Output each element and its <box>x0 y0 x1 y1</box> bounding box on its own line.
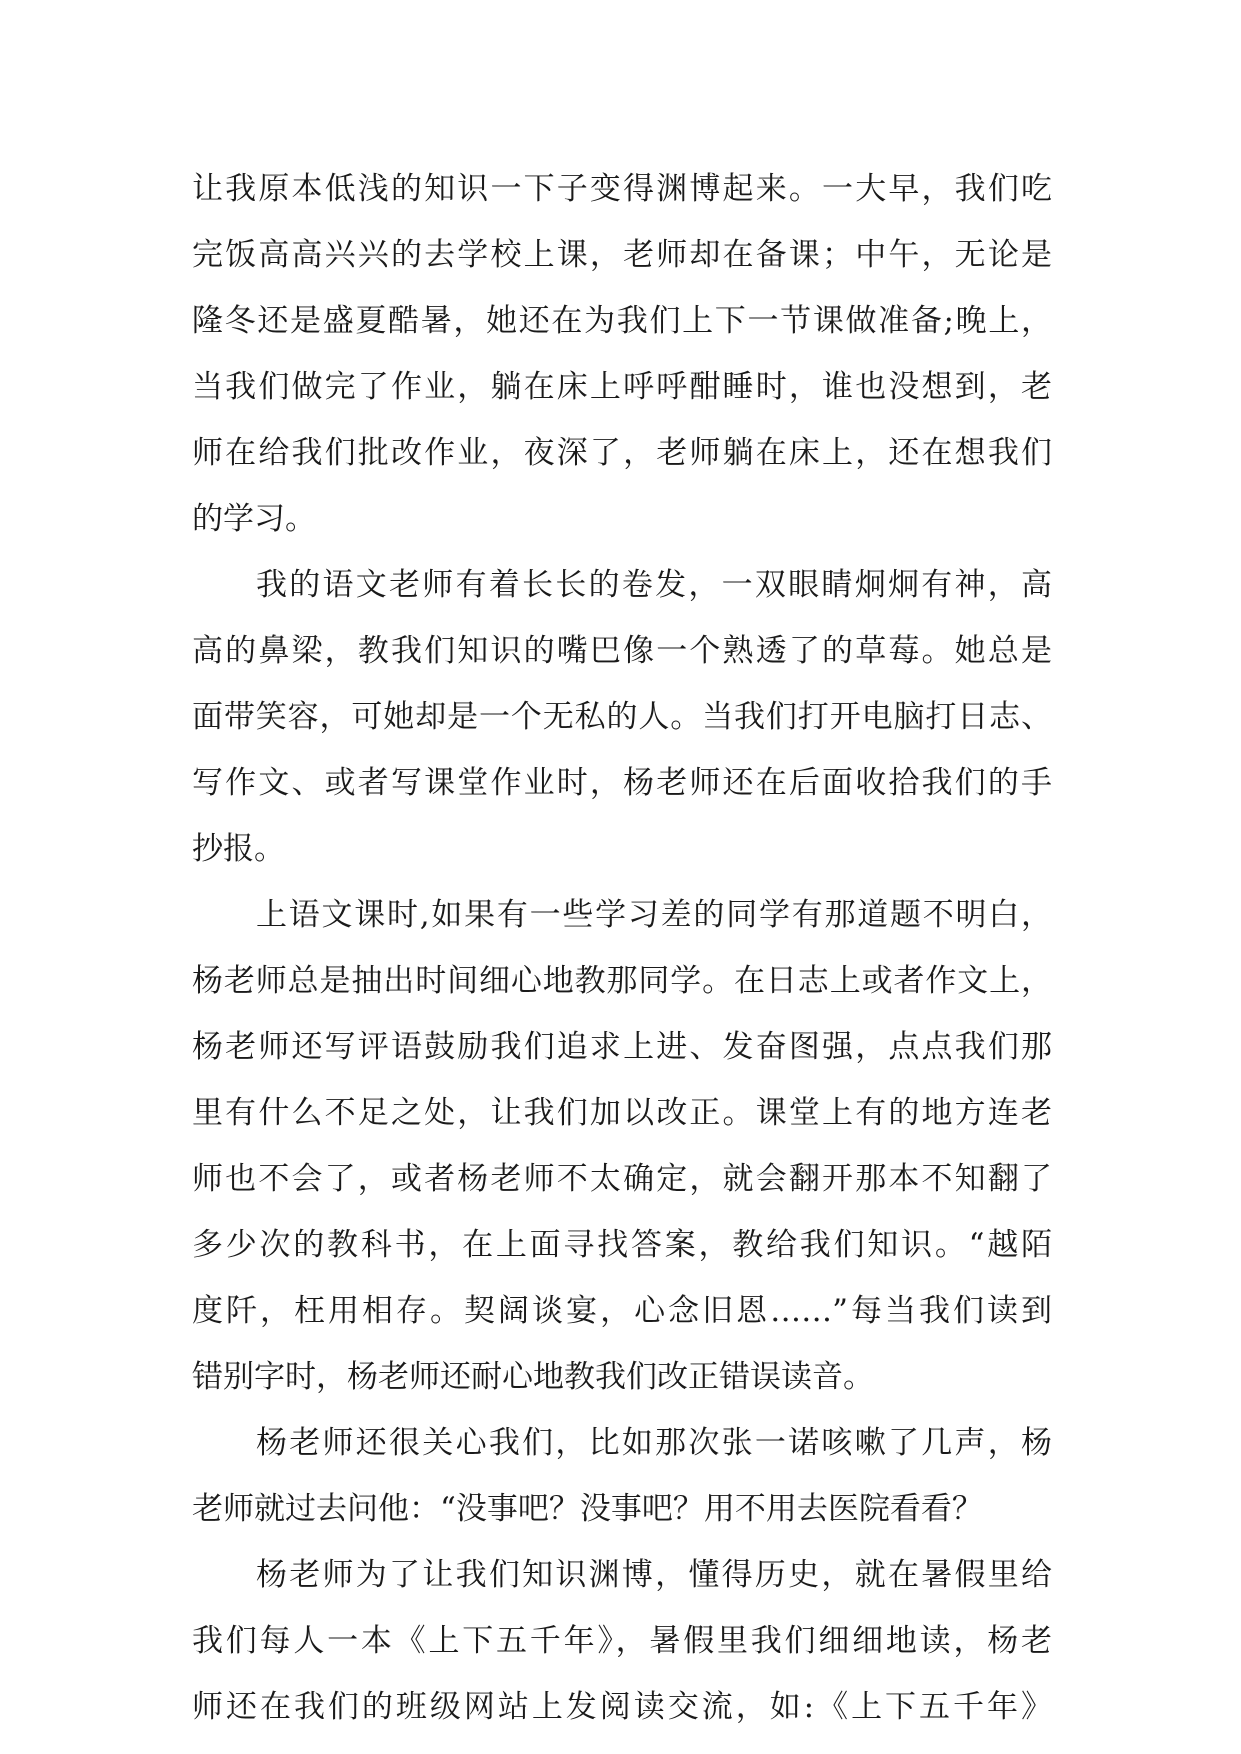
text-line: 度阡，枉用相存。契阔谈宴，心念旧恩……”每当我们读到 <box>192 1293 1052 1329</box>
text-line: 上语文课时,如果有一些学习差的同学有那道题不明白， <box>256 897 1052 933</box>
paragraph-5 <box>192 1542 1052 1740</box>
text-line: 错别字时，杨老师还耐心地教我们改正错误读音。 <box>192 1359 874 1395</box>
text-line: 杨老师总是抽出时间细心地教那同学。在日志上或者作文上， <box>192 963 1052 999</box>
text-line: 抄报。 <box>192 831 285 867</box>
paragraph-3 <box>192 882 1052 1410</box>
text-line: 高的鼻梁，教我们知识的嘴巴像一个熟透了的草莓。她总是 <box>192 633 1052 669</box>
text-line: 杨老师为了让我们知识渊博，懂得历史，就在暑假里给 <box>256 1557 1052 1593</box>
text-line: 杨老师还很关心我们，比如那次张一诺咳嗽了几声，杨 <box>256 1425 1052 1461</box>
document-body <box>192 156 1052 1740</box>
text-line: 我的语文老师有着长长的卷发，一双眼睛炯炯有神，高 <box>256 567 1052 603</box>
text-line: 师在给我们批改作业，夜深了，老师躺在床上，还在想我们 <box>192 435 1052 471</box>
text-line: 师也不会了，或者杨老师不太确定，就会翻开那本不知翻了 <box>192 1161 1052 1197</box>
text-line: 完饭高高兴兴的去学校上课，老师却在备课；中午，无论是 <box>192 237 1052 273</box>
text-line: 让我原本低浅的知识一下子变得渊博起来。一大早，我们吃 <box>192 171 1052 207</box>
text-line: 隆冬还是盛夏酷暑，她还在为我们上下一节课做准备;晚上， <box>192 303 1052 339</box>
text-line: 杨老师还写评语鼓励我们追求上进、发奋图强，点点我们那 <box>192 1029 1052 1065</box>
paragraph-1 <box>192 156 1052 552</box>
text-line: 师还在我们的班级网站上发阅读交流，如:《上下五千年》 <box>192 1689 1052 1725</box>
text-line: 的学习。 <box>192 501 316 537</box>
text-line: 写作文、或者写课堂作业时，杨老师还在后面收拾我们的手 <box>192 765 1052 801</box>
text-line: 多少次的教科书，在上面寻找答案，教给我们知识。“越陌 <box>192 1227 1052 1263</box>
text-line: 我们每人一本《上下五千年》，暑假里我们细细地读，杨老 <box>192 1623 1052 1659</box>
paragraph-4 <box>192 1410 1052 1542</box>
paragraph-2 <box>192 552 1052 882</box>
text-line: 面带笑容，可她却是一个无私的人。当我们打开电脑打日志、 <box>192 699 1052 735</box>
text-line: 当我们做完了作业，躺在床上呼呼酣睡时，谁也没想到，老 <box>192 369 1052 405</box>
text-line: 里有什么不足之处，让我们加以改正。课堂上有的地方连老 <box>192 1095 1052 1131</box>
text-line: 老师就过去问他：“没事吧？没事吧？用不用去医院看看？ <box>192 1491 983 1527</box>
